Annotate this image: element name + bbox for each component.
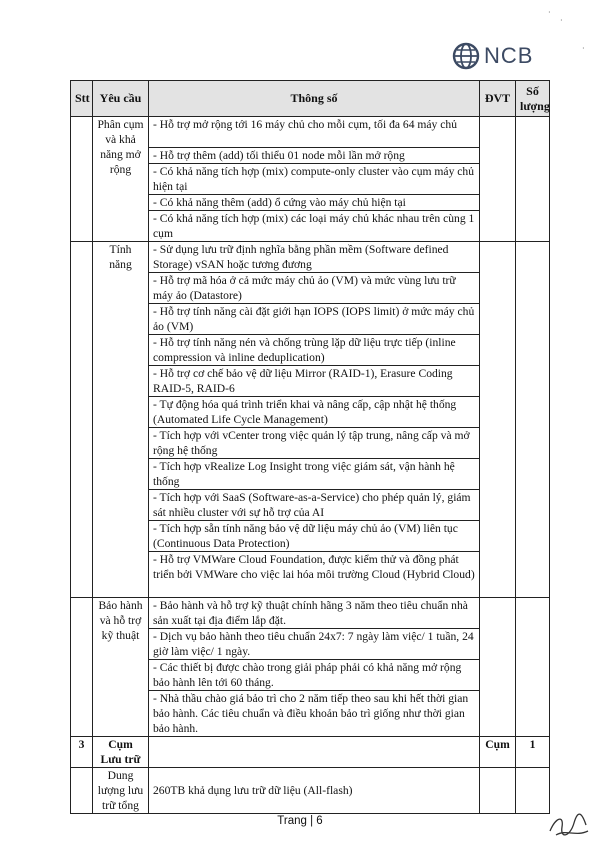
requirement-cell: Bảo hành và hỗ trợ kỹ thuật bbox=[93, 598, 149, 737]
unit-cell bbox=[480, 768, 516, 814]
unit-cell bbox=[480, 598, 516, 737]
header-requirement: Yêu cầu bbox=[93, 81, 149, 117]
spec-cell: - Hỗ trợ tính năng cài đặt giới hạn IOPS (IOPS limit) ở mức máy chủ ảo (VM) bbox=[149, 304, 480, 335]
spec-table bbox=[70, 80, 550, 814]
spec-cell: - Hỗ trợ VMWare Cloud Foundation, được kiểm thử và đồng phát triển bởi VMWare cho việc lai hóa môi trường Cloud (Hybrid Cloud) bbox=[149, 552, 480, 598]
handwritten-signature bbox=[546, 807, 592, 841]
table-header-row bbox=[71, 81, 550, 117]
requirement-cell: Dung lượng lưu trữ tổng bbox=[93, 768, 149, 814]
header-spec: Thông số bbox=[149, 81, 480, 117]
spec-cell: - Hỗ trợ mở rộng tới 16 máy chủ cho mỗi cụm, tối đa 64 máy chủ bbox=[149, 117, 480, 148]
requirement-cell: Phân cụm và khả năng mở rộng bbox=[93, 117, 149, 242]
scan-mark: · bbox=[548, 8, 551, 17]
spec-cell: - Tích hợp với vCenter trong việc quản lý tập trung, nâng cấp và mở rộng hệ thống bbox=[149, 428, 480, 459]
section-row bbox=[71, 737, 550, 768]
quantity-cell bbox=[516, 768, 550, 814]
requirement-cell: Tính năng bbox=[93, 242, 149, 598]
section-unit: Cụm bbox=[480, 737, 516, 768]
spec-cell: - Bảo hành và hỗ trợ kỹ thuật chính hãng 3 năm theo tiêu chuẩn nhà sản xuất tại địa điểm lắp đặt. bbox=[149, 598, 480, 629]
spec-cell: - Tích hợp sẵn tính năng bảo vệ dữ liệu máy chủ ảo (VM) liên tục (Continuous Data Protection) bbox=[149, 521, 480, 552]
spec-cell: 260TB khả dụng lưu trữ dữ liệu (All-flash) bbox=[149, 768, 480, 814]
quantity-cell bbox=[516, 117, 550, 242]
spec-cell: - Tích hợp với SaaS (Software-as-a-Service) cho phép quản lý, giám sát nhiều cluster với sự hỗ trợ của AI bbox=[149, 490, 480, 521]
section-requirement: Cụm Lưu trữ bbox=[93, 737, 149, 768]
scan-mark: · bbox=[560, 16, 563, 25]
table-row bbox=[71, 768, 550, 814]
spec-cell: - Tích hợp vRealize Log Insight trong việc giám sát, vận hành hệ thống bbox=[149, 459, 480, 490]
spec-cell: - Hỗ trợ tính năng nén và chống trùng lặp dữ liệu trực tiếp (inline compression và inline deduplication) bbox=[149, 335, 480, 366]
unit-cell bbox=[480, 117, 516, 242]
spec-cell: - Hỗ trợ thêm (add) tối thiểu 01 node mỗi lần mở rộng bbox=[149, 148, 480, 164]
unit-cell bbox=[480, 242, 516, 598]
scan-mark: · bbox=[582, 44, 585, 53]
spec-cell: - Có khả năng tích hợp (mix) compute-only cluster vào cụm máy chủ hiện tại bbox=[149, 164, 480, 195]
page-number: Trang | 6 bbox=[277, 815, 323, 827]
header-stt: Stt bbox=[71, 81, 93, 117]
stt-cell bbox=[71, 768, 93, 814]
table-row bbox=[71, 598, 550, 629]
spec-cell: - Hỗ trợ mã hóa ở cả mức máy chủ ảo (VM) và mức vùng lưu trữ máy ảo (Datastore) bbox=[149, 273, 480, 304]
spec-cell: - Có khả năng thêm (add) ổ cứng vào máy chủ hiện tại bbox=[149, 195, 480, 211]
spec-cell: - Có khả năng tích hợp (mix) các loại máy chủ khác nhau trên cùng 1 cụm bbox=[149, 211, 480, 242]
header-unit: ĐVT bbox=[480, 81, 516, 117]
table-row bbox=[71, 242, 550, 273]
table-row bbox=[71, 117, 550, 148]
spec-cell: - Dịch vụ bảo hành theo tiêu chuẩn 24x7: 7 ngày làm việc/ 1 tuần, 24 giờ làm việc/ 1 ngày. bbox=[149, 629, 480, 660]
section-spec bbox=[149, 737, 480, 768]
quantity-cell bbox=[516, 598, 550, 737]
stt-cell bbox=[71, 242, 93, 598]
stt-cell bbox=[71, 598, 93, 737]
spec-cell: - Tự động hóa quá trình triển khai và nâng cấp, cập nhật hệ thống (Automated Life Cycle Management) bbox=[149, 397, 480, 428]
ncb-logo bbox=[452, 42, 533, 70]
stt-cell bbox=[71, 117, 93, 242]
section-quantity: 1 bbox=[516, 737, 550, 768]
ncb-globe-icon bbox=[452, 42, 480, 70]
spec-cell: - Hỗ trợ cơ chế bảo vệ dữ liệu Mirror (RAID-1), Erasure Coding RAID-5, RAID-6 bbox=[149, 366, 480, 397]
spec-cell: - Sử dụng lưu trữ định nghĩa bằng phần mềm (Software defined Storage) vSAN hoặc tương đương bbox=[149, 242, 480, 273]
section-stt: 3 bbox=[71, 737, 93, 768]
spec-cell: - Các thiết bị được chào trong giải pháp phải có khả năng mở rộng bảo hành lên tới 60 tháng. bbox=[149, 660, 480, 691]
ncb-logo-text: NCB bbox=[484, 43, 534, 68]
header-quantity: Số lượng bbox=[516, 81, 550, 117]
quantity-cell bbox=[516, 242, 550, 598]
spec-cell: - Nhà thầu chào giá bảo trì cho 2 năm tiếp theo sau khi hết thời gian bảo hành. Các tiêu chuẩn và điều khoản bảo trì giống như thời gian bảo hành. bbox=[149, 691, 480, 737]
